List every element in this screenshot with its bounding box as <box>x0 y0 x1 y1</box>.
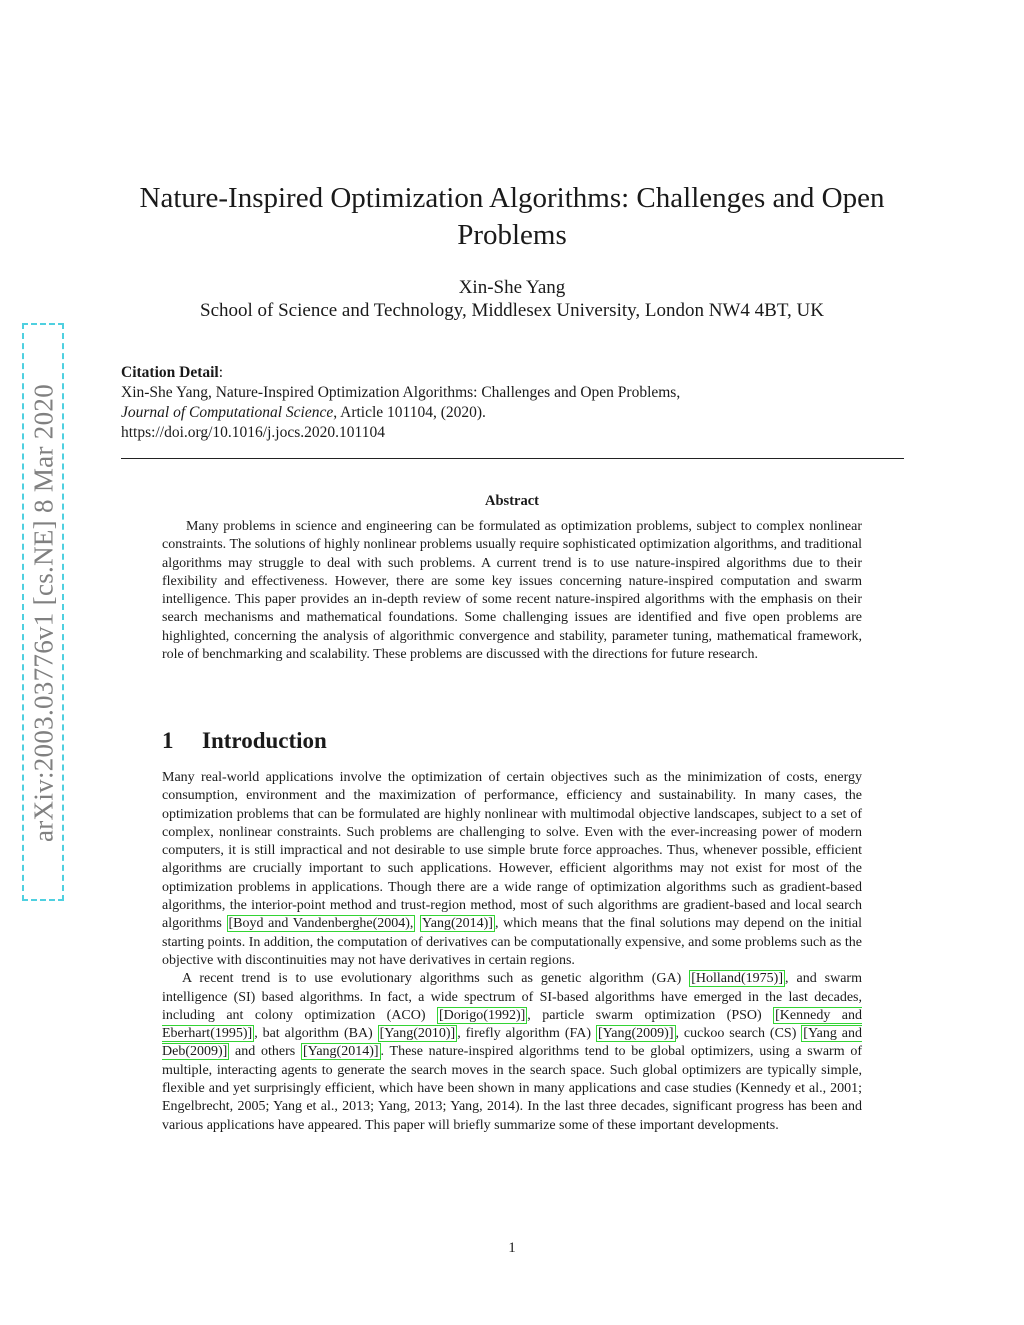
citation-link-yang2010[interactable]: [Yang(2010)] <box>379 1026 456 1042</box>
arxiv-identifier[interactable]: arXiv:2003.03776v1 [cs.NE] 8 Mar 2020 <box>28 383 59 843</box>
citation-detail <box>121 363 905 443</box>
citation-link-holland[interactable]: [Holland(1975)] <box>691 971 783 987</box>
author-name: Xin-She Yang <box>458 277 566 298</box>
citation-link-boyd[interactable]: [Boyd and Vandenberghe(2004), <box>228 916 414 932</box>
citation-link-yang2014[interactable]: Yang(2014)] <box>422 916 493 932</box>
abstract-heading: Abstract <box>485 493 539 509</box>
citation-colon: : <box>218 364 224 381</box>
citation-link-kennedy[interactable]: [Kennedy and Eberhart(1995)] <box>162 1007 862 1042</box>
section-number: 1 <box>162 728 174 753</box>
section-heading-introduction <box>162 728 327 754</box>
header-divider <box>121 458 904 459</box>
citation-link-yang-deb[interactable]: [Yang and Deb(2009)] <box>162 1026 862 1060</box>
citation-link-dorigo[interactable]: [Dorigo(1992)] <box>438 1007 526 1023</box>
paper-title: Nature-Inspired Optimization Algorithms: Challenges and Open Problems <box>139 182 885 251</box>
arxiv-stamp[interactable] <box>22 323 66 903</box>
author-affiliation: School of Science and Technology, Middlesex University, London NW4 4BT, UK <box>200 300 824 321</box>
abstract-text: Many problems in science and engineering can be formulated as optimization problems, subject to complex nonlinear constraints. The solutions of highly nonlinear problems usually require sophisticated optimization algorithms, and traditional algorithms may struggle to deal with such problems. A current trend is to use nature-inspired algorithms due to their flexibility and effectiveness. However, there are some key issues concerning nature-inspired computation and swarm intelligence. This paper provides an in-depth review of some recent nature-inspired algorithms with the emphasis on their search mechanisms and mathematical foundations. Some challenging issues are identified and five open problems are highlighted, concerning the analysis of algorithmic convergence and stability, parameter tuning, mathematical framework, role of benchmarking and scalability. These problems are discussed with the directions for future research. <box>162 519 862 663</box>
citation-label: Citation Detail <box>121 364 219 381</box>
citation-journal: Journal of Computational Science <box>121 404 334 421</box>
citation-link-yang2009[interactable]: [Yang(2009)] <box>597 1026 674 1042</box>
introduction-body <box>162 769 862 1135</box>
section-title: Introduction <box>202 728 327 753</box>
citation-line1: Xin-She Yang, Nature-Inspired Optimization Algorithms: Challenges and Open Problems, <box>121 384 681 401</box>
intro-paragraph-2: A recent trend is to use evolutionary algorithms such as genetic algorithm (GA) [Holland(1975)] , and swarm intelligence (SI) based algorithms. In fact, a wide spectrum of SI-based algorithms have emerged in the last decades, including ant colony optimization (ACO) [Dorigo(1992)] , particle swarm optimization (PSO) [Kennedy and Eberhart(1995)] , bat algorithm (BA) [Yang(2010)] , firefly algorithm (FA) [Yang(2009)] , cuckoo search (CS) [Yang and Deb(2009)] and others [Yang(2014)] . These nature-inspired algorithms tend to be global optimizers, using a swarm of multiple, interacting agents to generate the search moves in the search space. Such global optimizers are typically simple, flexible and yet surprisingly efficient, which have been shown in many applications and case studies (Kennedy et al., 2001; Engelbrecht, 2005; Yang et al., 2013; Yang, 2013; Yang, 2014). In the last three decades, significant progress has been and various applications have appeared. This paper will briefly summarize some of these important developments. <box>162 971 862 1133</box>
page-number: 1 <box>508 1240 516 1256</box>
citation-link-yang2014-b[interactable]: [Yang(2014)] <box>302 1044 379 1060</box>
intro-paragraph-1: Many real-world applications involve the optimization of certain objectives such as the minimization of costs, energy consumption, environment and the maximization of performance, efficiency and sustainability. In many cases, the optimization problems that can be formulated are highly nonlinear with multimodal objective landscapes, subject to a set of complex, nonlinear constraints. Such problems are challenging to solve. Even with the ever-increasing power of modern computers, it is still impractical and not desirable to use simple brute force approaches. Thus, whenever possible, efficient algorithms are crucially important to such applications. However, efficient algorithms may not exist for most of the optimization problems in applications. Though there are a wide range of optimization algorithms such as gradient-based algorithms, the interior-point method and trust-region method, most of such algorithms are gradient-based and local search algorithms [Boyd and Vandenberghe(2004), Yang(2014)] , which means that the final solutions may depend on the initial starting points. In addition, the computation of derivatives can be computationally expensive, and some problems such as the objective with discontinuities may not have derivatives in certain regions. <box>162 770 863 968</box>
citation-line2: , Article 101104, (2020). <box>333 404 486 421</box>
citation-doi-link[interactable]: https://doi.org/10.1016/j.jocs.2020.101104 <box>121 424 385 441</box>
